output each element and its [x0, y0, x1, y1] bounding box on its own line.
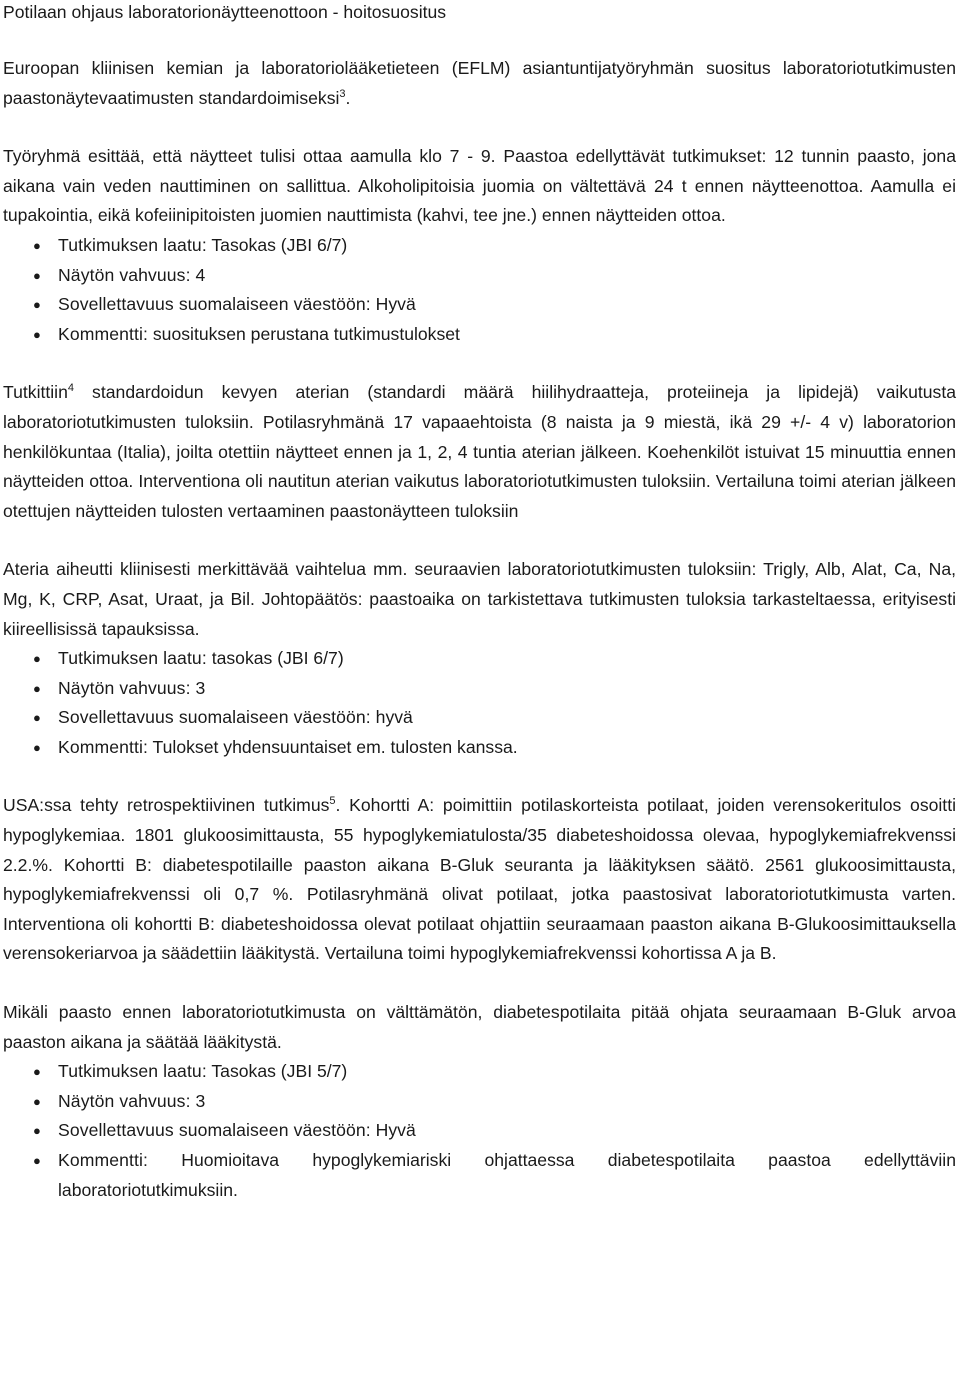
criteria-value: Tasokas (JBI 5/7) [206, 1061, 348, 1082]
criteria-item [3, 1116, 956, 1146]
criteria-item [3, 703, 956, 733]
bullet-icon: ● [33, 1064, 41, 1080]
criteria-label: Näytön vahvuus: [58, 677, 191, 698]
criteria-item [3, 290, 956, 320]
criteria-label: Tutkimuksen laatu: [58, 234, 207, 255]
bullet-icon: ● [33, 710, 41, 726]
criteria-value: Tasokas (JBI 6/7) [206, 234, 348, 255]
criteria-label: Kommentti: [58, 1150, 148, 1170]
criteria-item [3, 261, 956, 291]
study3-reference: 5 [329, 795, 336, 808]
criteria-label: Tutkimuksen laatu: [58, 648, 207, 669]
criteria-value: Hyvä [370, 294, 416, 315]
criteria-value: hyvä [370, 707, 413, 728]
criteria-value: tasokas (JBI 6/7) [206, 648, 344, 669]
criteria-label: Kommentti: [58, 323, 148, 344]
bullet-icon: ● [33, 267, 41, 283]
intro-text: Euroopan kliinisen kemian ja laboratoriolääketieteen (EFLM) asiantuntijatyöryhmän suositus laboratoriotutkimusten paastonäytevaatimusten standardoimiseksi [3, 58, 956, 108]
criteria-label: Kommentti: [58, 736, 148, 757]
bullet-icon: ● [33, 680, 41, 696]
study2-result-paragraph: Ateria aiheutti kliinisesti merkittävää vaihtelua mm. seuraavien laboratoriotutkimusten tuloksiin: Trigly, Alb, Alat, Ca, Na, Mg, K, CRP, Asat, Uraat, ja Bil. Johtopäätös: paastoaika on tarkistettava tutkimusten tuloksia tarkasteltaessa, erityisesti kiireellisissä tapauksissa. [3, 559, 956, 639]
criteria-label: Näytön vahvuus: [58, 264, 191, 285]
criteria-item [3, 644, 956, 674]
criteria-label: Tutkimuksen laatu: [58, 1061, 207, 1082]
criteria-label: Sovellettavuus suomalaiseen väestöön: [58, 707, 371, 728]
criteria-value: 3 [190, 677, 206, 698]
criteria-value: Tulokset yhdensuuntaiset em. tulosten kanssa. [147, 736, 518, 757]
bullet-icon: ● [33, 1153, 41, 1168]
bullet-icon: ● [33, 297, 41, 313]
criteria-value: suosituksen perustana tutkimustulokset [147, 323, 460, 344]
criteria-item [3, 1087, 956, 1117]
study3-text: . Kohortti A: poimittiin potilaskorteista potilaat, joiden verensokeritulos osoitti hypoglykemiaa. 1801 glukoosimittausta, 55 hypoglykemiatulosta/35 diabeteshoidossa olevaa, hypoglykemiafrekvenssi 2.2.%. Kohortti B: diabetespotilaille paaston aikana B-Gluk seuranta ja lääkityksen säätö. 2561 glukoosimittausta, hypoglykemiafrekvenssi oli 0,7 %. Potilasryhmänä olivat potilaat, jotka paastosivat laboratoriotutkimusta varten. Interventiona oli kohortti B: diabeteshoidossa olevat potilaat ohjattiin seuraamaan paaston aikana B-Glukoosimittauksella verensokeriarvoa ja säädettiin lääkitystä. Vertailuna toimi hypoglykemiafrekvenssi kohortissa A ja B. [3, 795, 956, 964]
bullet-icon: ● [33, 1093, 41, 1109]
criteria-label: Sovellettavuus suomalaiseen väestöön: [58, 1120, 371, 1141]
intro-paragraph [3, 54, 956, 113]
study2-text: standardoidun kevyen aterian (standardi määrä hiilihydraatteja, proteiineja ja lipidejä) vaikutusta laboratoriotutkimusten tuloksiin. Potilasryhmänä 17 vapaaehtoista (8 naista ja 9 miestä, ikä 29 +/- 4 v) laboratorion henkilökuntaa (Italia), joilta otettiin näytteet ennen ja 1, 2, 4 tuntia aterian jälkeen. Koehenkilöt istuivat 15 minuuttia ennen näytteiden ottoa. Interventiona oli nautitun aterian vaikutus laboratoriotutkimusten tuloksiin. Vertailuna toimi aterian jälkeen otettujen näytteiden tulosten vertaaminen paastonäytteen tuloksiin [3, 382, 956, 521]
document-title: Potilaan ohjaus laboratorionäytteenottoon - hoitosuositus [3, 2, 447, 22]
bullet-icon: ● [33, 326, 41, 342]
bullet-icon: ● [33, 1123, 41, 1139]
criteria-list-1 [3, 231, 956, 349]
bullet-icon: ● [33, 651, 41, 667]
intro-reference: 3 [339, 87, 346, 100]
criteria-item [3, 320, 956, 350]
study3-paragraph [3, 791, 956, 969]
criteria-value: 3 [190, 1090, 206, 1111]
criteria-value: Hyvä [370, 1120, 416, 1141]
criteria-item [3, 733, 956, 763]
criteria-item [3, 674, 956, 704]
recommendation-paragraph: Työryhmä esittää, että näytteet tulisi ottaa aamulla klo 7 - 9. Paastoa edellyttävät tutkimukset: 12 tunnin paasto, jona aikana vain veden nauttiminen on sallittua. Alkoholipitoisia juomia on vältettävä 24 t ennen näytteenottoa. Aamulla ei tupakointia, eikä kofeiinipitoisten juomien nauttimista (kahvi, tee jne.) ennen näytteiden ottoa. [3, 146, 956, 226]
criteria-item [3, 1057, 956, 1087]
study2-paragraph [3, 378, 956, 526]
intro-tail: . [345, 87, 351, 108]
criteria-value: Huomioitava hypoglykemiariski ohjattaessa diabetespotilaita paastoa edellyttäviin laboratoriotutkimuksiin. [58, 1150, 956, 1200]
criteria-list-2 [3, 644, 956, 762]
criteria-item [3, 231, 956, 261]
criteria-value: 4 [190, 264, 206, 285]
criteria-item [3, 1146, 956, 1205]
study2-lead: Tutkittiin [3, 382, 68, 403]
study3-conclusion-paragraph: Mikäli paasto ennen laboratoriotutkimusta on välttämätön, diabetespotilaita pitää ohjata seuraamaan B-Gluk arvoa paaston aikana ja säätää lääkitystä. [3, 1002, 956, 1052]
study2-reference: 4 [67, 382, 74, 395]
bullet-icon: ● [33, 237, 41, 253]
study3-lead: USA:ssa tehty retrospektiivinen tutkimus [3, 795, 330, 816]
criteria-label: Näytön vahvuus: [58, 1090, 191, 1111]
criteria-label: Sovellettavuus suomalaiseen väestöön: [58, 294, 371, 315]
criteria-list-3 [3, 1057, 956, 1205]
bullet-icon: ● [33, 739, 41, 755]
